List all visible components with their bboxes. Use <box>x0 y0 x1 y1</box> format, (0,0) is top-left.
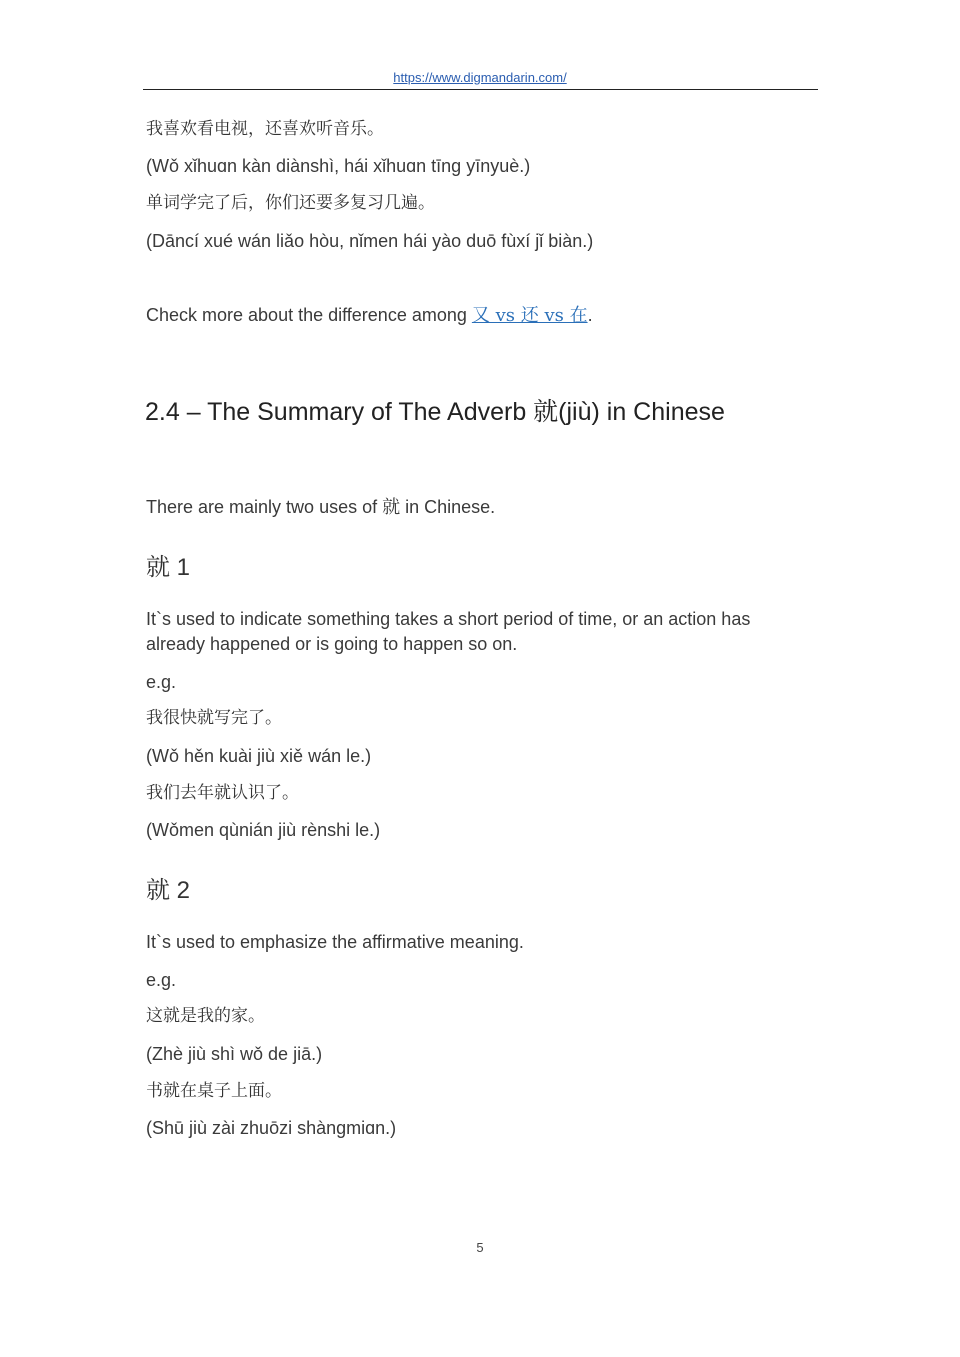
example-sentence-chinese: 我们去年就认识了。 <box>146 783 299 803</box>
check-more-paragraph <box>146 303 593 328</box>
use-1-eg-label: e.g. <box>146 672 177 692</box>
example-sentence-chinese: 单词学完了后，你们还要多复习几遍。 <box>146 193 435 213</box>
header-divider <box>143 89 818 90</box>
page-number: 5 <box>476 1240 484 1255</box>
section-heading: 2.4 – The Summary of The Adverb 就(jiù) in Chinese <box>145 398 725 426</box>
difference-article-link[interactable]: 又 vs 还 vs 在 <box>471 305 588 326</box>
example-sentence-pinyin: (Dāncí xué wán liǎo hòu, nǐmen hái yào duō fùxí jǐ biàn.) <box>146 231 594 251</box>
header-url-link[interactable]: https://www.digmandarin.com/ <box>393 70 567 85</box>
use-1-description: It`s used to indicate something takes a short period of time, or an action has already happened or is going to happen so on. <box>146 609 751 654</box>
check-more-text: Check more about the difference among <box>146 305 472 325</box>
example-sentence-chinese: 书就在桌子上面。 <box>146 1081 282 1101</box>
use-1-title: 就 1 <box>146 554 191 581</box>
example-sentence-pinyin: (Zhè jiù shì wǒ de jiā.) <box>146 1044 323 1064</box>
example-sentence-pinyin: (Wǒ hěn kuài jiù xiě wán le.) <box>146 746 372 766</box>
check-more-period: . <box>587 305 593 325</box>
use-2-title: 就 2 <box>146 877 191 904</box>
example-sentence-chinese: 这就是我的家。 <box>146 1006 265 1026</box>
example-sentence-pinyin: (Shū jiù zài zhuōzi shàngmiɑn.) <box>146 1118 397 1138</box>
use-2-eg-label: e.g. <box>146 970 177 990</box>
section-intro: There are mainly two uses of 就 in Chinese. <box>146 497 496 517</box>
example-sentence-chinese: 我很快就写完了。 <box>146 708 282 728</box>
example-sentence-pinyin: (Wǒmen qùnián jiù rènshi le.) <box>146 820 381 840</box>
use-2-description: It`s used to emphasize the affirmative meaning. <box>146 932 524 952</box>
example-sentence-chinese: 我喜欢看电视，还喜欢听音乐。 <box>146 119 384 139</box>
example-sentence-pinyin: (Wǒ xǐhuɑn kàn diànshì, hái xǐhuɑn tīng yīnyuè.) <box>146 156 531 176</box>
